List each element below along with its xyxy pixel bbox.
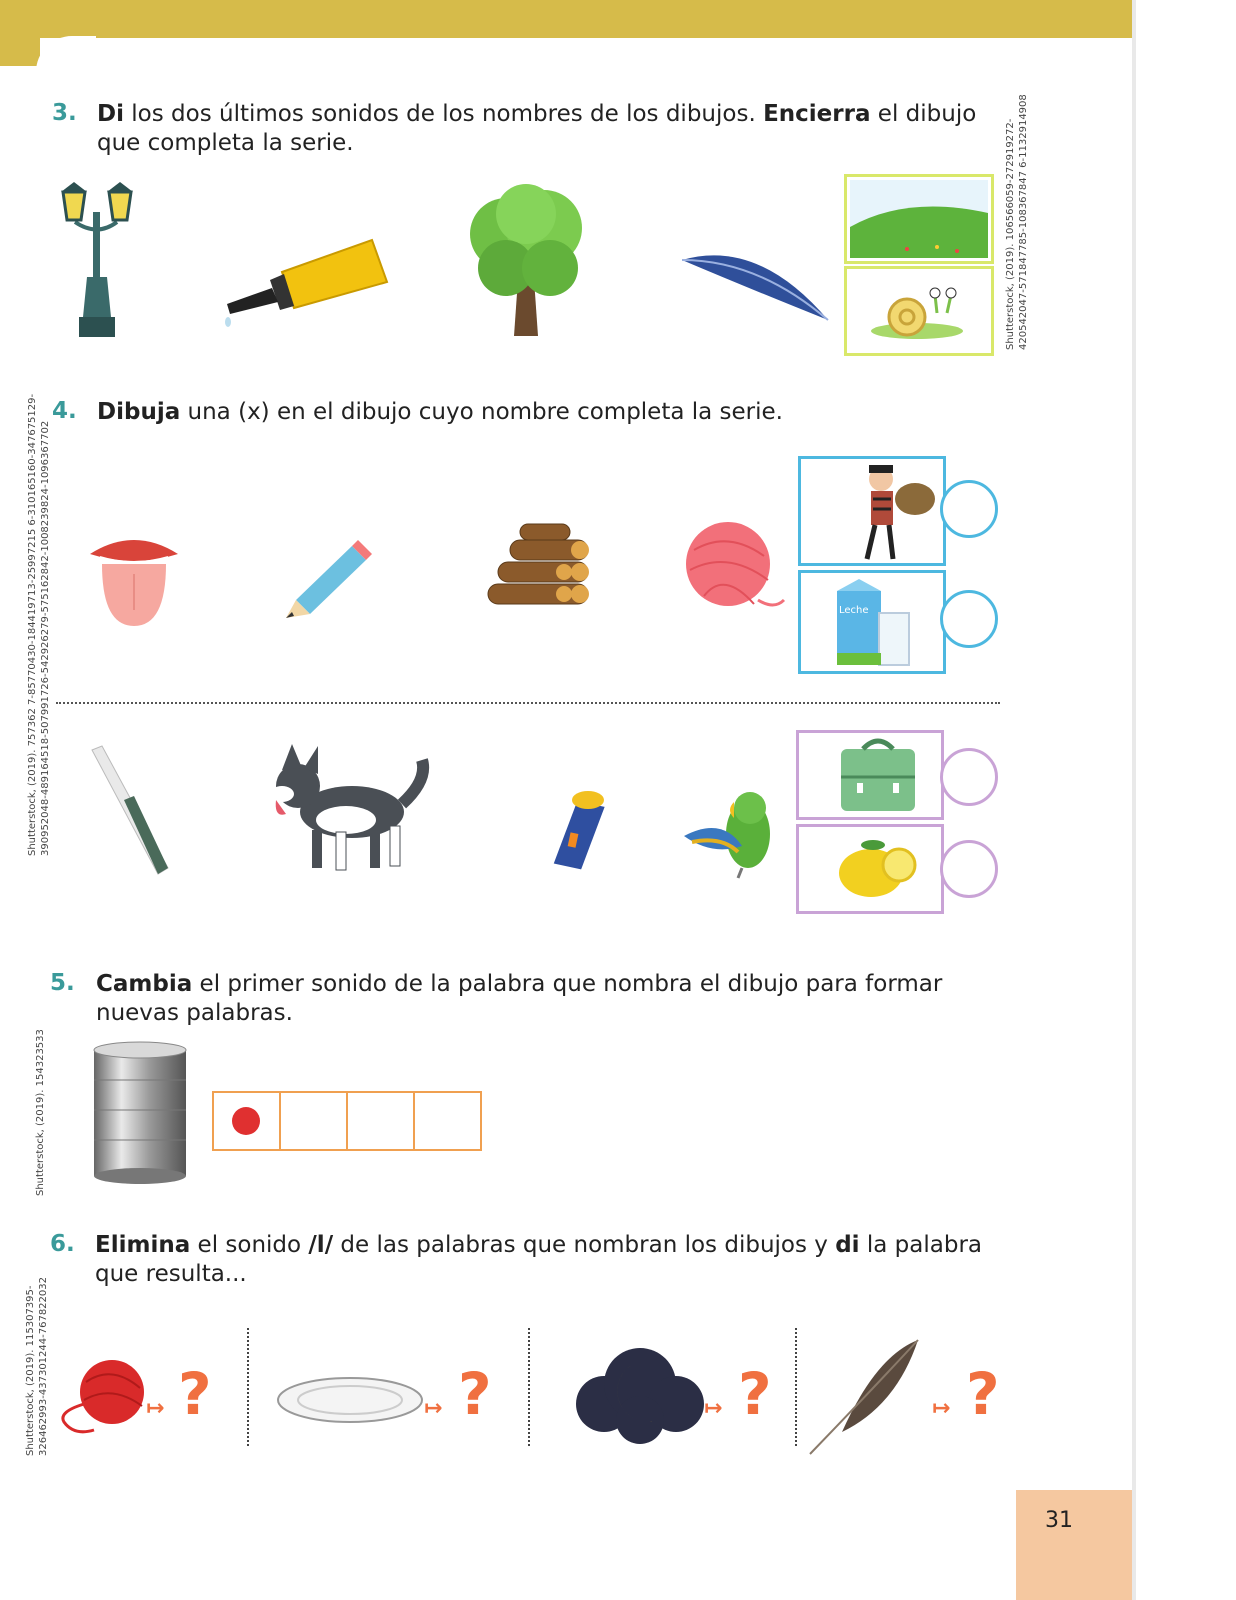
exercise-6-text-line2: que resulta... <box>95 1261 247 1287</box>
exercise-5-number: 5. <box>50 970 75 996</box>
photo-credit-right <box>1004 94 1030 350</box>
plate-image <box>274 1372 426 1428</box>
photo-credit-left-bottom-line-2: 326462993-437301244-767822032 <box>38 1277 49 1456</box>
exercise-6-instruction <box>95 1231 995 1289</box>
thief-image <box>801 459 943 563</box>
red-yarn-image <box>54 1352 150 1436</box>
photo-credit-left-can <box>34 1029 47 1196</box>
photo-credit-right-line-2: 420542047-571847785-108367847 6-1132914908 <box>1018 94 1029 350</box>
exercise-6-verb-di: di <box>835 1232 860 1258</box>
exercise-5-text-line2: nuevas palabras. <box>96 1000 293 1026</box>
option-box-meadow[interactable] <box>844 174 994 264</box>
brown-feather-image <box>806 1336 926 1460</box>
exercise-6-text-b: de las palabras que nombran los dibujos y <box>333 1232 836 1258</box>
photo-credit-left-can-line-1: Shutterstock, (2019). 154323533 <box>35 1029 46 1196</box>
firewood-image <box>480 522 600 616</box>
exercise-5-text: el primer sonido de la palabra que nombra el dibujo para formar <box>192 971 943 997</box>
lemon-image <box>799 827 941 911</box>
sound-grid-cell-1[interactable] <box>214 1093 281 1149</box>
answer-circle-milk[interactable] <box>940 590 998 648</box>
exercise-4-number: 4. <box>52 398 77 424</box>
exercise-4-verb-dibuja: Dibuja <box>97 399 181 425</box>
arrow-icon: ↦ <box>146 1396 165 1421</box>
photo-credit-left-bottom-line-1: Shutterstock, (2019). 115307395- <box>25 1285 36 1456</box>
answer-circle-backpack[interactable] <box>940 748 998 806</box>
exercise-6-sound: /l/ <box>308 1232 334 1258</box>
page-edge <box>1132 0 1136 1600</box>
blue-feather-image <box>678 240 830 330</box>
answer-circle-lemon[interactable] <box>940 840 998 898</box>
exercise-6-text-c: la palabra <box>859 1232 982 1258</box>
nail-file-image <box>88 744 172 878</box>
option-box-milk[interactable] <box>798 570 946 674</box>
question-mark-1: ? <box>178 1360 212 1428</box>
exercise-3-text-line2: que completa la serie. <box>97 130 354 156</box>
exercise-6-verb-elimina: Elimina <box>95 1232 191 1258</box>
sound-grid-cell-3[interactable] <box>348 1093 415 1149</box>
arrow-icon: ↦ <box>424 1396 443 1421</box>
exercise-3-text-a: los dos últimos sonidos de los nombres de los dibujos. <box>123 101 764 127</box>
tin-can-image <box>90 1040 190 1186</box>
snail-image <box>847 269 991 353</box>
photo-credit-right-line-1: Shutterstock, (2019). 106566059-272919272- <box>1005 118 1016 350</box>
page-number: 31 <box>1045 1508 1073 1533</box>
question-mark-2: ? <box>458 1360 492 1428</box>
exercise-3-verb-di: Di <box>97 101 124 127</box>
flashlight-image <box>548 786 606 876</box>
section-divider <box>56 702 1000 704</box>
top-band-curve <box>36 36 96 76</box>
photo-credit-left-bottom <box>24 1277 50 1456</box>
option-box-lemon[interactable] <box>796 824 944 914</box>
milk-carton-label: Leche <box>839 605 869 616</box>
question-mark-3: ? <box>738 1360 772 1428</box>
sound-grid-cell-4[interactable] <box>415 1093 480 1149</box>
column-divider-3 <box>795 1328 797 1446</box>
dog-image <box>252 740 432 880</box>
tree-image <box>466 184 586 342</box>
answer-circle-thief[interactable] <box>940 480 998 538</box>
exercise-5-verb-cambia: Cambia <box>96 971 193 997</box>
exercise-3-number: 3. <box>52 100 77 126</box>
column-divider-2 <box>528 1328 530 1446</box>
option-box-backpack[interactable] <box>796 730 944 820</box>
top-band-notch <box>0 38 40 66</box>
exercise-3-instruction <box>97 100 977 158</box>
exercise-5-instruction <box>96 970 976 1028</box>
sound-grid <box>212 1091 482 1151</box>
glue-tube-image <box>222 232 394 332</box>
exercise-6-number: 6. <box>50 1231 75 1257</box>
arrow-icon: ↦ <box>704 1396 723 1421</box>
top-color-band <box>0 0 1132 38</box>
sound-grid-cell-2[interactable] <box>281 1093 348 1149</box>
street-lamp-image <box>55 182 139 342</box>
question-mark-4: ? <box>966 1360 1000 1428</box>
red-sound-dot <box>232 1107 260 1135</box>
yarn-ball-image <box>684 520 786 614</box>
column-divider-1 <box>247 1328 249 1446</box>
meadow-image <box>847 177 991 261</box>
option-box-thief[interactable] <box>798 456 946 566</box>
milk-carton-image <box>801 573 943 671</box>
exercise-4-text: una (x) en el dibujo cuyo nombre completa la serie. <box>180 399 783 425</box>
exercise-4-instruction <box>97 398 977 427</box>
backpack-image <box>799 733 941 817</box>
exercise-3-verb-encierra: Encierra <box>763 101 871 127</box>
tongue-mouth-image <box>82 530 186 630</box>
photo-credit-left-middle-line-2: 390952048-489164518-507991726-542926279-575162842-1008239824-1096367702 <box>40 420 51 856</box>
option-box-snail[interactable] <box>844 266 994 356</box>
exercise-6-text-a: el sonido <box>190 1232 309 1258</box>
photo-credit-left-middle <box>26 394 52 856</box>
moon-clouds-image <box>574 1344 706 1444</box>
page-number-tab <box>1016 1490 1132 1600</box>
photo-credit-left-middle-line-1: Shutterstock, (2019). 757362 7-85770430-184419713-25997215 6-310165160-347675129- <box>27 393 38 856</box>
parrot-image <box>682 786 782 880</box>
exercise-3-text-b: el dibujo <box>870 101 977 127</box>
pencil-image <box>282 538 374 620</box>
arrow-icon: ↦ <box>932 1396 951 1421</box>
